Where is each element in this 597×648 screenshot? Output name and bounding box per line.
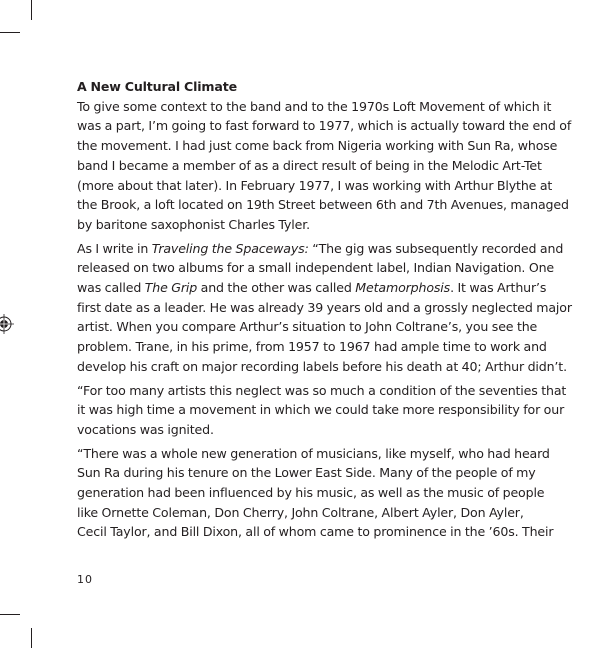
text-run: band I became a member of as a direct result of being in the Melodic Art-Tet: [77, 157, 542, 173]
text-line: [77, 195, 567, 215]
text-run: first date as a leader. He was already 39 years old and a grossly neglected major: [77, 299, 572, 315]
text-line: [77, 97, 567, 117]
text-run: . It was Arthur’s: [450, 280, 547, 296]
text-run: “There was a whole new generation of musicians, like myself, who had heard: [77, 445, 550, 461]
text-line: [77, 420, 567, 440]
text-line: [77, 136, 567, 156]
text-run: As I write in: [77, 240, 152, 256]
text-line: [77, 463, 567, 483]
text-line: [77, 239, 567, 259]
crop-mark-top-left-vertical: [31, 0, 32, 20]
text-run: artist. When you compare Arthur’s situation to John Coltrane’s, you see the: [77, 319, 538, 335]
text-run: by baritone saxophonist Charles Tyler.: [77, 216, 310, 232]
italic-title: The Grip: [144, 280, 198, 296]
paragraph: [77, 444, 567, 543]
page-number: 10: [77, 573, 93, 586]
text-run: “For too many artists this neglect was so much a condition of the seventies that: [77, 382, 567, 398]
text-run: problem. Trane, in his prime, from 1957 to 1967 had ample time to work and: [77, 339, 547, 355]
text-run: like Ornette Coleman, Don Cherry, John Coltrane, Albert Ayler, Don Ayler,: [77, 504, 524, 520]
text-run: generation had been influenced by his music, as well as the music of people: [77, 485, 545, 501]
section-heading: A New Cultural Climate: [77, 79, 238, 94]
text-line: [77, 357, 567, 377]
text-run: develop his craft on major recording labels before his death at 40; Arthur didn’t.: [77, 358, 567, 374]
text-run: “The gig was subsequently recorded and: [308, 240, 564, 256]
text-run: was a part, I’m going to fast forward to 1977, which is actually toward the end of: [77, 118, 572, 134]
text-line: [77, 176, 567, 196]
text-run: To give some context to the band and to the 1970s Loft Movement of which it: [77, 98, 552, 114]
text-line: [77, 337, 567, 357]
text-run: was called: [77, 280, 145, 296]
paragraphs: [77, 97, 572, 542]
text-run: released on two albums for a small independent label, Indian Navigation. One: [77, 260, 555, 276]
text-run: Sun Ra during his tenure on the Lower East Side. Many of the people of my: [77, 465, 536, 481]
italic-title: Traveling the Spaceways:: [151, 240, 309, 256]
text-run: and the other was called: [197, 280, 356, 296]
text-line: [77, 444, 567, 464]
text-line: [77, 400, 567, 420]
text-run: it was high time a movement in which we could take more responsibility for our: [77, 402, 565, 418]
text-line: [77, 156, 567, 176]
text-run: the movement. I had just come back from Nigeria working with Sun Ra, whose: [77, 138, 558, 154]
text-line: [77, 215, 567, 235]
crop-mark-bottom-left-horizontal: [0, 614, 20, 615]
text-line: [77, 503, 567, 523]
text-line: [77, 317, 567, 337]
text-line: [77, 258, 567, 278]
crop-mark-top-left-horizontal: [0, 32, 20, 33]
text-run: the Brook, a loft located on 19th Street between 6th and 7th Avenues, managed: [77, 197, 569, 213]
paragraph: [77, 381, 567, 440]
text-run: Cecil Taylor, and Bill Dixon, all of whom came to prominence in the ’60s. Their: [77, 524, 554, 540]
text-line: [77, 381, 567, 401]
crop-mark-bottom-left-vertical: [31, 628, 32, 648]
text-run: vocations was ignited.: [77, 421, 214, 437]
text-line: [77, 278, 567, 298]
paragraph: [77, 239, 572, 377]
registration-mark-icon: [0, 314, 14, 334]
body-text: [77, 77, 572, 546]
text-line: [77, 116, 572, 136]
text-line: [77, 298, 572, 318]
text-run: (more about that later). In February 1977, I was working with Arthur Blythe at: [77, 177, 553, 193]
text-line: [77, 483, 567, 503]
italic-title: Metamorphosis: [355, 280, 451, 296]
paragraph: [77, 97, 572, 235]
text-line: [77, 522, 567, 542]
